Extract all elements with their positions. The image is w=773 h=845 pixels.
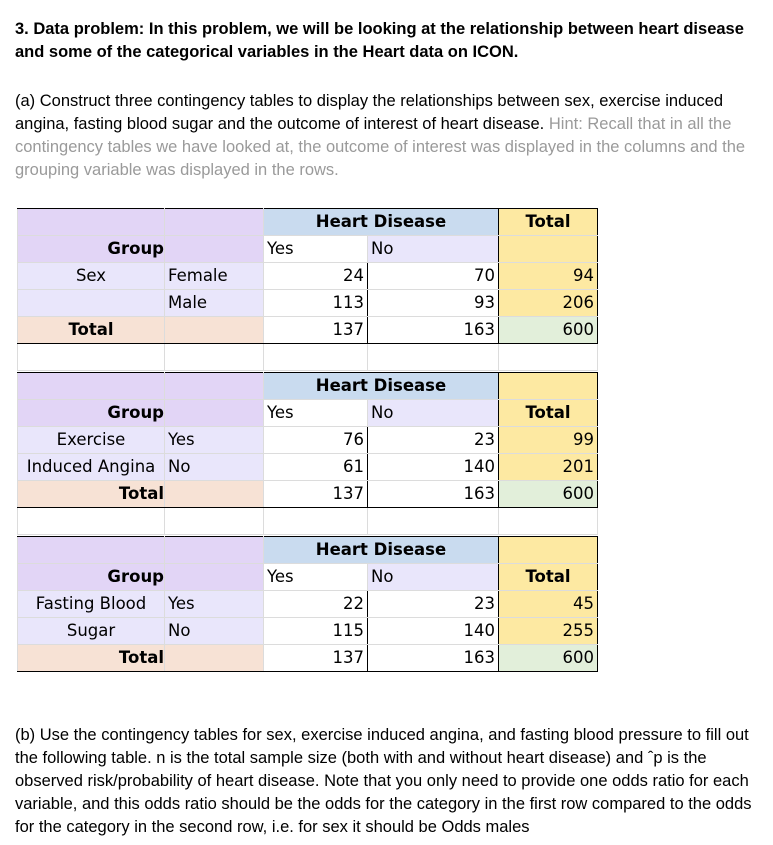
part-a-hint: Hint: Recall that in all the contingency tables we have looked at, the outcome of interest was displayed in the columns and the grouping variable was displayed in the rows. — [15, 115, 746, 179]
heart-disease-header: Heart Disease — [264, 373, 499, 400]
count-yes: 61 — [264, 454, 368, 481]
column-total-yes: 137 — [264, 481, 368, 508]
category-label: Female — [165, 263, 264, 290]
grand-total: 600 — [499, 645, 598, 672]
variable-label-line1: Exercise — [18, 427, 165, 454]
count-no: 23 — [368, 591, 499, 618]
group-label: Group — [18, 564, 165, 591]
variable-label: Sex — [18, 263, 165, 290]
total-column-header-blank — [499, 537, 598, 564]
column-total-no: 163 — [368, 481, 499, 508]
part-b-paragraph: (b) Use the contingency tables for sex, exercise induced angina, and fasting blood pressure to fill out the following table. n is the total sample size (both with and without heart disease) and ˆp is the observed risk/probability of heart disease. Note that you only need to provide one odds ratio for each variable, and this odds ratio should be the odds for the category in the first row compared to the odds for the category in the second row, i.e. for sex it should be Odds males — [15, 726, 752, 836]
group-header-cell — [18, 373, 165, 400]
yes-column-header: Yes — [264, 236, 368, 263]
problem-heading: 3. Data problem: In this problem, we will be looking at the relationship between heart disease and some of the categorical variables in the Heart data on ICON. — [15, 20, 744, 61]
group-header-cell — [165, 236, 264, 263]
total-row-label: Total — [18, 481, 165, 508]
total-row-blank — [165, 317, 264, 344]
row-total: 99 — [499, 427, 598, 454]
total-row-label: Total — [18, 645, 165, 672]
variable-label-line2: Induced Angina — [18, 454, 165, 481]
row-total: 201 — [499, 454, 598, 481]
total-column-header-blank — [499, 373, 598, 400]
count-no: 140 — [368, 618, 499, 645]
count-yes: 24 — [264, 263, 368, 290]
heart-disease-header: Heart Disease — [264, 537, 499, 564]
total-row-blank — [165, 645, 264, 672]
category-label: No — [165, 454, 264, 481]
count-no: 93 — [368, 290, 499, 317]
count-yes: 76 — [264, 427, 368, 454]
total-row-blank — [165, 481, 264, 508]
group-header-cell — [18, 537, 165, 564]
variable-label-line1: Fasting Blood — [18, 591, 165, 618]
category-label: No — [165, 618, 264, 645]
total-column-header-blank — [499, 236, 598, 263]
row-total: 45 — [499, 591, 598, 618]
total-row-label: Total — [18, 317, 165, 344]
total-column-header: Total — [499, 209, 598, 236]
row-total: 255 — [499, 618, 598, 645]
no-column-header: No — [368, 236, 499, 263]
column-total-yes: 137 — [264, 645, 368, 672]
group-label: Group — [18, 400, 165, 427]
count-no: 70 — [368, 263, 499, 290]
count-yes: 22 — [264, 591, 368, 618]
no-column-header: No — [368, 564, 499, 591]
part-a-paragraph — [15, 90, 760, 182]
variable-label-line2: Sugar — [18, 618, 165, 645]
grand-total: 600 — [499, 481, 598, 508]
count-yes: 113 — [264, 290, 368, 317]
category-label: Male — [165, 290, 264, 317]
group-header-cell — [165, 400, 264, 427]
part-a-text: (a) Construct three contingency tables to display the relationships between sex, exercise induced angina, fasting blood sugar and the outcome of interest of heart disease. — [15, 92, 724, 133]
variable-label-blank — [18, 290, 165, 317]
row-total: 206 — [499, 290, 598, 317]
group-label: Group — [18, 236, 165, 263]
group-header-cell — [165, 564, 264, 591]
category-label: Yes — [165, 427, 264, 454]
column-total-yes: 137 — [264, 317, 368, 344]
category-label: Yes — [165, 591, 264, 618]
count-no: 23 — [368, 427, 499, 454]
total-column-header: Total — [499, 400, 598, 427]
contingency-table-sex — [17, 208, 598, 371]
contingency-table-exercise-angina — [17, 372, 598, 535]
group-header-cell — [165, 209, 264, 236]
count-no: 140 — [368, 454, 499, 481]
total-column-header: Total — [499, 564, 598, 591]
grand-total: 600 — [499, 317, 598, 344]
column-total-no: 163 — [368, 317, 499, 344]
yes-column-header: Yes — [264, 400, 368, 427]
group-header-cell — [165, 537, 264, 564]
group-header-cell — [165, 373, 264, 400]
yes-column-header: Yes — [264, 564, 368, 591]
group-header-cell — [18, 209, 165, 236]
heart-disease-header: Heart Disease — [264, 209, 499, 236]
count-yes: 115 — [264, 618, 368, 645]
row-total: 94 — [499, 263, 598, 290]
no-column-header: No — [368, 400, 499, 427]
contingency-table-fasting-blood-sugar — [17, 536, 598, 672]
column-total-no: 163 — [368, 645, 499, 672]
